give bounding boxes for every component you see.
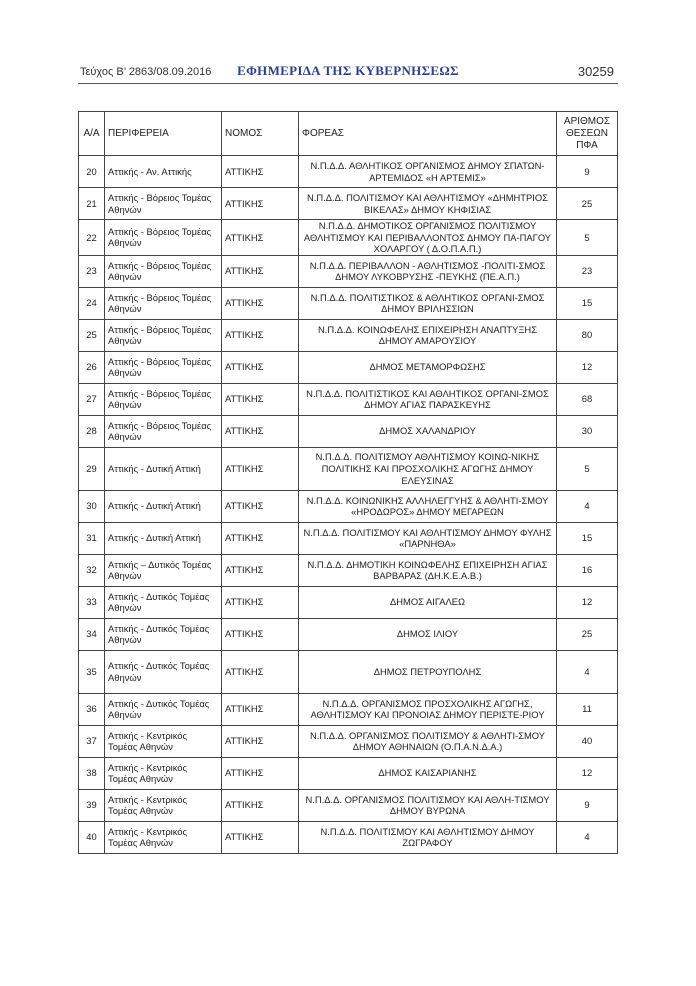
prefecture-cell: ΑΤΤΙΚΗΣ [222,789,299,821]
body-cell: ΔΗΜΟΣ ΚΑΙΣΑΡΙΑΝΗΣ [299,757,557,789]
row-number: 29 [79,447,105,490]
positions-cell: 15 [557,287,618,319]
positions-cell: 9 [557,789,618,821]
positions-cell: 4 [557,821,618,853]
region-cell: Αττικής - Αν. Αττικής [105,156,222,188]
region-cell: Αττικής - Δυτική Αττική [105,490,222,522]
region-cell: Αττικής - Δυτικός Τομέας Αθηνών [105,693,222,725]
region-cell: Αττικής - Βόρειος Τομέας Αθηνών [105,383,222,415]
body-cell: ΔΗΜΟΣ ΧΑΛΑΝΔΡΙΟΥ [299,415,557,447]
column-header-prefecture: ΝΟΜΟΣ [222,112,299,156]
region-cell: Αττικής - Δυτικός Τομέας Αθηνών [105,650,222,693]
positions-table [78,111,618,854]
row-number: 20 [79,156,105,188]
region-cell: Αττικής - Βόρειος Τομέας Αθηνών [105,255,222,287]
table-row [79,586,618,618]
positions-cell: 5 [557,447,618,490]
row-number: 28 [79,415,105,447]
prefecture-cell: ΑΤΤΙΚΗΣ [222,490,299,522]
prefecture-cell: ΑΤΤΙΚΗΣ [222,447,299,490]
prefecture-cell: ΑΤΤΙΚΗΣ [222,586,299,618]
header-rule [78,83,618,84]
row-number: 36 [79,693,105,725]
row-number: 24 [79,287,105,319]
positions-cell: 16 [557,554,618,586]
prefecture-cell: ΑΤΤΙΚΗΣ [222,618,299,650]
row-number: 25 [79,319,105,351]
table-header-row [79,112,618,156]
body-cell: Ν.Π.Δ.Δ. ΠΟΛΙΤΙΣΜΟΥ ΚΑΙ ΑΘΛΗΤΙΣΜΟΥ «ΔΗΜΗΤΡΙΟΣ ΒΙΚΕΛΑΣ» ΔΗΜΟΥ ΚΗΦΙΣΙΑΣ [299,188,557,220]
gazette-title: ΕΦΗΜΕΡΙΔΑ ΤΗΣ ΚΥΒΕΡΝΗΣΕΩΣ [237,63,459,78]
prefecture-cell: ΑΤΤΙΚΗΣ [222,522,299,554]
positions-cell: 9 [557,156,618,188]
row-number: 34 [79,618,105,650]
column-header-positions: ΑΡΙΘΜΟΣ ΘΕΣΕΩΝ ΠΦΑ [557,112,618,156]
positions-cell: 4 [557,650,618,693]
table-row [79,693,618,725]
region-cell: Αττικής - Βόρειος Τομέας Αθηνών [105,220,222,256]
table-row [79,725,618,757]
row-number: 23 [79,255,105,287]
column-header-aa: Α/Α [79,112,105,156]
region-cell: Αττικής - Βόρειος Τομέας Αθηνών [105,287,222,319]
prefecture-cell: ΑΤΤΙΚΗΣ [222,821,299,853]
row-number: 35 [79,650,105,693]
column-header-region: ΠΕΡΙΦΕΡΕΙΑ [105,112,222,156]
body-cell: Ν.Π.Δ.Δ. ΠΟΛΙΤΙΣΜΟΥ ΑΘΛΗΤΙΣΜΟΥ ΚΟΙΝΩ-ΝΙΚΗΣ ΠΟΛΙΤΙΚΗΣ ΚΑΙ ΠΡΟΣΧΟΛΙΚΗΣ ΑΓΩΓΗΣ ΔΗΜΟΥ ΕΛΕΥΣΙΝΑΣ [299,447,557,490]
prefecture-cell: ΑΤΤΙΚΗΣ [222,156,299,188]
positions-cell: 15 [557,522,618,554]
region-cell: Αττικής - Βόρειος Τομέας Αθηνών [105,351,222,383]
table-body [79,156,618,854]
body-cell: Ν.Π.Δ.Δ. ΟΡΓΑΝΙΣΜΟΣ ΠΟΛΙΤΙΣΜΟΥ & ΑΘΛΗΤΙ-ΣΜΟΥ ΔΗΜΟΥ ΑΘΗΝΑΙΩΝ (Ο.Π.Α.Ν.Δ.Α.) [299,725,557,757]
body-cell: Ν.Π.Δ.Δ. ΠΟΛΙΤΙΣΜΟΥ ΚΑΙ ΑΘΛΗΤΙΣΜΟΥ ΔΗΜΟΥ ΦΥΛΗΣ «ΠΑΡΝΗΘΑ» [299,522,557,554]
positions-cell: 30 [557,415,618,447]
body-cell: ΔΗΜΟΣ ΠΕΤΡΟΥΠΟΛΗΣ [299,650,557,693]
region-cell: Αττικής - Κεντρικός Τομέας Αθηνών [105,725,222,757]
body-cell: Ν.Π.Δ.Δ. ΠΕΡΙΒΑΛΛΟΝ - ΑΘΛΗΤΙΣΜΟΣ -ΠΟΛΙΤΙ-ΣΜΟΣ ΔΗΜΟΥ ΛΥΚΟΒΡΥΣΗΣ -ΠΕΥΚΗΣ (ΠΕ.Α.Π.) [299,255,557,287]
body-cell: Ν.Π.Δ.Δ. ΔΗΜΟΤΙΚΟΣ ΟΡΓΑΝΙΣΜΟΣ ΠΟΛΙΤΙΣΜΟΥ ΑΘΛΗΤΙΣΜΟΥ ΚΑΙ ΠΕΡΙΒΑΛΛΟΝΤΟΣ ΔΗΜΟΥ ΠΑ-ΠΑΓΟΥ ΧΟΛΑΡΓΟΥ ( Δ.Ο.Π.Α.Π.) [299,220,557,256]
body-cell: Ν.Π.Δ.Δ. ΠΟΛΙΤΙΣΤΙΚΟΣ & ΑΘΛΗΤΙΚΟΣ ΟΡΓΑΝΙ-ΣΜΟΣ ΔΗΜΟΥ ΒΡΙΛΗΣΣΙΩΝ [299,287,557,319]
table-row [79,554,618,586]
region-cell: Αττικής - Βόρειος Τομέας Αθηνών [105,415,222,447]
table-row [79,156,618,188]
region-cell: Αττικής - Δυτικός Τομέας Αθηνών [105,618,222,650]
table-row [79,287,618,319]
prefecture-cell: ΑΤΤΙΚΗΣ [222,415,299,447]
prefecture-cell: ΑΤΤΙΚΗΣ [222,725,299,757]
positions-cell: 25 [557,618,618,650]
row-number: 32 [79,554,105,586]
row-number: 33 [79,586,105,618]
body-cell: ΔΗΜΟΣ ΑΙΓΑΛΕΩ [299,586,557,618]
row-number: 26 [79,351,105,383]
region-cell: Αττικής - Βόρειος Τομέας Αθηνών [105,319,222,351]
prefecture-cell: ΑΤΤΙΚΗΣ [222,383,299,415]
prefecture-cell: ΑΤΤΙΚΗΣ [222,693,299,725]
table-row [79,789,618,821]
region-cell: Αττικής - Κεντρικός Τομέας Αθηνών [105,789,222,821]
column-header-body: ΦΟΡΕΑΣ [299,112,557,156]
region-cell: Αττικής - Κεντρικός Τομέας Αθηνών [105,757,222,789]
body-cell: Ν.Π.Δ.Δ. ΚΟΙΝΩΦΕΛΗΣ ΕΠΙΧΕΙΡΗΣΗ ΑΝΑΠΤΥΞΗΣ ΔΗΜΟΥ ΑΜΑΡΟΥΣΙΟΥ [299,319,557,351]
prefecture-cell: ΑΤΤΙΚΗΣ [222,351,299,383]
body-cell: Ν.Π.Δ.Δ. ΔΗΜΟΤΙΚΗ ΚΟΙΝΩΦΕΛΗΣ ΕΠΙΧΕΙΡΗΣΗ ΑΓΙΑΣ ΒΑΡΒΑΡΑΣ (ΔΗ.Κ.Ε.Α.Β.) [299,554,557,586]
region-cell: Αττικής – Δυτικός Τομέας Αθηνών [105,554,222,586]
region-cell: Αττικής - Δυτικός Τομέας Αθηνών [105,586,222,618]
positions-cell: 25 [557,188,618,220]
row-number: 30 [79,490,105,522]
body-cell: ΔΗΜΟΣ ΜΕΤΑΜΟΡΦΩΣΗΣ [299,351,557,383]
body-cell: ΔΗΜΟΣ ΙΛΙΟΥ [299,618,557,650]
body-cell: Ν.Π.Δ.Δ. ΠΟΛΙΤΙΣΤΙΚΟΣ ΚΑΙ ΑΘΛΗΤΙΚΟΣ ΟΡΓΑΝΙ-ΣΜΟΣ ΔΗΜΟΥ ΑΓΙΑΣ ΠΑΡΑΣΚΕΥΗΣ [299,383,557,415]
prefecture-cell: ΑΤΤΙΚΗΣ [222,287,299,319]
region-cell: Αττικής - Βόρειος Τομέας Αθηνών [105,188,222,220]
prefecture-cell: ΑΤΤΙΚΗΣ [222,757,299,789]
prefecture-cell: ΑΤΤΙΚΗΣ [222,650,299,693]
page-number: 30259 [577,64,614,79]
positions-cell: 11 [557,693,618,725]
prefecture-cell: ΑΤΤΙΚΗΣ [222,220,299,256]
row-number: 38 [79,757,105,789]
table-row [79,821,618,853]
positions-cell: 80 [557,319,618,351]
row-number: 31 [79,522,105,554]
row-number: 27 [79,383,105,415]
row-number: 21 [79,188,105,220]
table-row [79,522,618,554]
table-row [79,319,618,351]
table-row [79,757,618,789]
row-number: 37 [79,725,105,757]
row-number: 22 [79,220,105,256]
table-row [79,618,618,650]
table-row [79,415,618,447]
prefecture-cell: ΑΤΤΙΚΗΣ [222,188,299,220]
body-cell: Ν.Π.Δ.Δ. ΟΡΓΑΝΙΣΜΟΣ ΠΡΟΣΧΟΛΙΚΗΣ ΑΓΩΓΗΣ, ΑΘΛΗΤΙΣΜΟΥ ΚΑΙ ΠΡΟΝΟΙΑΣ ΔΗΜΟΥ ΠΕΡΙΣΤΕ-ΡΙΟΥ [299,693,557,725]
row-number: 39 [79,789,105,821]
region-cell: Αττικής - Δυτική Αττική [105,522,222,554]
prefecture-cell: ΑΤΤΙΚΗΣ [222,319,299,351]
prefecture-cell: ΑΤΤΙΚΗΣ [222,554,299,586]
body-cell: Ν.Π.Δ.Δ. ΑΘΛΗΤΙΚΟΣ ΟΡΓΑΝΙΣΜΟΣ ΔΗΜΟΥ ΣΠΑΤΩΝ-ΑΡΤΕΜΙΔΟΣ «Η ΑΡΤΕΜΙΣ» [299,156,557,188]
positions-cell: 5 [557,220,618,256]
positions-cell: 4 [557,490,618,522]
positions-cell: 68 [557,383,618,415]
positions-cell: 12 [557,586,618,618]
positions-cell: 23 [557,255,618,287]
row-number: 40 [79,821,105,853]
prefecture-cell: ΑΤΤΙΚΗΣ [222,255,299,287]
body-cell: Ν.Π.Δ.Δ. ΠΟΛΙΤΙΣΜΟΥ ΚΑΙ ΑΘΛΗΤΙΣΜΟΥ ΔΗΜΟΥ ΖΩΓΡΑΦΟΥ [299,821,557,853]
region-cell: Αττικής - Δυτική Αττική [105,447,222,490]
body-cell: Ν.Π.Δ.Δ. ΟΡΓΑΝΙΣΜΟΣ ΠΟΛΙΤΙΣΜΟΥ ΚΑΙ ΑΘΛΗ-ΤΙΣΜΟΥ ΔΗΜΟΥ ΒΥΡΩΝΑ [299,789,557,821]
region-cell: Αττικής - Κεντρικός Τομέας Αθηνών [105,821,222,853]
table-row [79,220,618,256]
positions-cell: 12 [557,351,618,383]
body-cell: Ν.Π.Δ.Δ. ΚΟΙΝΩΝΙΚΗΣ ΑΛΛΗΛΕΓΓΥΗΣ & ΑΘΛΗΤΙ-ΣΜΟΥ «ΗΡΟΔΩΡΟΣ» ΔΗΜΟΥ ΜΕΓΑΡΕΩΝ [299,490,557,522]
positions-cell: 12 [557,757,618,789]
issue-number: Τεύχος Β’ 2863/08.09.2016 [80,66,212,78]
table-row [79,188,618,220]
table-row [79,447,618,490]
table-row [79,351,618,383]
table-row [79,490,618,522]
table-row [79,650,618,693]
table-row [79,383,618,415]
table-row [79,255,618,287]
positions-cell: 40 [557,725,618,757]
